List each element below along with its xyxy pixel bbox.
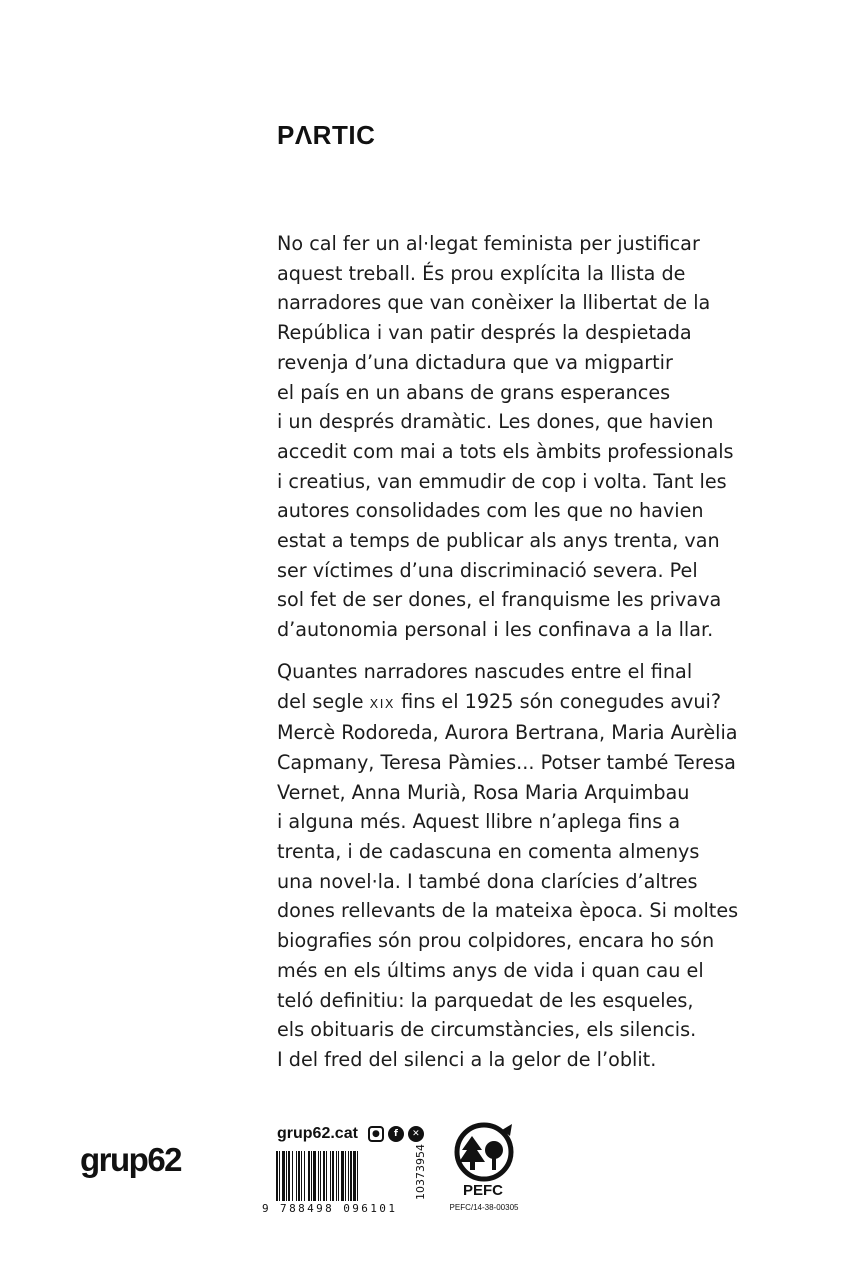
blurb-line: I del fred del silenci a la gelor de l’oblit. (277, 1047, 657, 1071)
blurb-line: Mercè Rodoreda, Aurora Bertrana, Maria Aurèlia (277, 721, 738, 745)
publisher-logo: grup62 (80, 1141, 182, 1178)
blurb-line: Vernet, Anna Murià, Rosa Maria Arquimbau (277, 780, 690, 804)
website-row (277, 1125, 424, 1143)
pefc-tree-logo-icon (450, 1122, 518, 1182)
blurb-line: i un després dramàtic. Les dones, que havien (277, 410, 714, 434)
line-part: fins el 1925 són conegudes avui? (394, 689, 722, 713)
facebook-icon[interactable]: f (388, 1126, 404, 1142)
blurb-line: trenta, i de cadascuna en comenta almenys (277, 840, 700, 864)
internal-code: 10373954 (414, 1144, 427, 1200)
blurb-paragraph-1 (277, 229, 777, 645)
blurb-line: sol fet de ser dones, el franquisme les privava (277, 588, 722, 612)
blurb-line: No cal fer un al·legat feminista per justificar (277, 232, 700, 255)
blurb-line: dones rellevants de la mateixa època. Si moltes (277, 899, 739, 923)
pefc-code: PEFC/14-38-00305 (449, 1203, 519, 1212)
x-icon[interactable]: ✕ (408, 1126, 424, 1142)
blurb-line: els obituaris de circumstàncies, els silencis. (277, 1018, 697, 1042)
blurb-line: més en els últims anys de vida i quan cau el (277, 958, 704, 982)
blurb-line: aquest treball. És prou explícita la llista de (277, 261, 686, 285)
isbn-digits: 9 788498 096101 (262, 1202, 398, 1215)
imprint-logo: PɅRTIC (277, 120, 376, 150)
blurb-line: d’autonomia personal i les confinava a la llar. (277, 618, 714, 642)
blurb-line: i alguna més. Aquest llibre n’aplega fins a (277, 810, 681, 834)
isbn-barcode (275, 1151, 411, 1203)
blurb-line: el país en un abans de grans esperances (277, 380, 671, 404)
blurb-line: estat a temps de publicar als anys trenta, van (277, 529, 720, 553)
blurb-line: una novel·la. I també dona clarícies d’altres (277, 869, 698, 893)
blurb-paragraph-2 (277, 657, 777, 1075)
line-part: del segle (277, 689, 370, 713)
blurb-line: biografies són prou colpidores, encara ho són (277, 929, 715, 953)
pefc-label: PEFC (462, 1182, 503, 1199)
blurb-line: accedit com mai a tots els àmbits professionals (277, 439, 734, 463)
instagram-icon[interactable]: ● (368, 1126, 384, 1142)
back-cover-blurb (277, 229, 777, 1075)
blurb-line: Capmany, Teresa Pàmies... Potser també Teresa (277, 750, 736, 774)
blurb-line-century (277, 687, 777, 719)
blurb-line: ser víctimes d’una discriminació severa. Pel (277, 558, 698, 582)
blurb-line: Quantes narradores nascudes entre el final (277, 659, 693, 683)
website-url[interactable]: grup62.cat (277, 1125, 358, 1142)
blurb-line: narradores que van conèixer la llibertat de la (277, 291, 711, 315)
blurb-line: República i van patir després la despietada (277, 321, 692, 345)
blurb-line: autores consolidades com les que no havien (277, 499, 704, 523)
blurb-line: i creatius, van emmudir de cop i volta. Tant les (277, 469, 727, 493)
blurb-line: revenja d’una dictadura que va migpartir (277, 350, 673, 374)
blurb-line: teló definitiu: la parquedat de les esqueles, (277, 988, 694, 1012)
century-small-caps: XIX (369, 695, 395, 711)
